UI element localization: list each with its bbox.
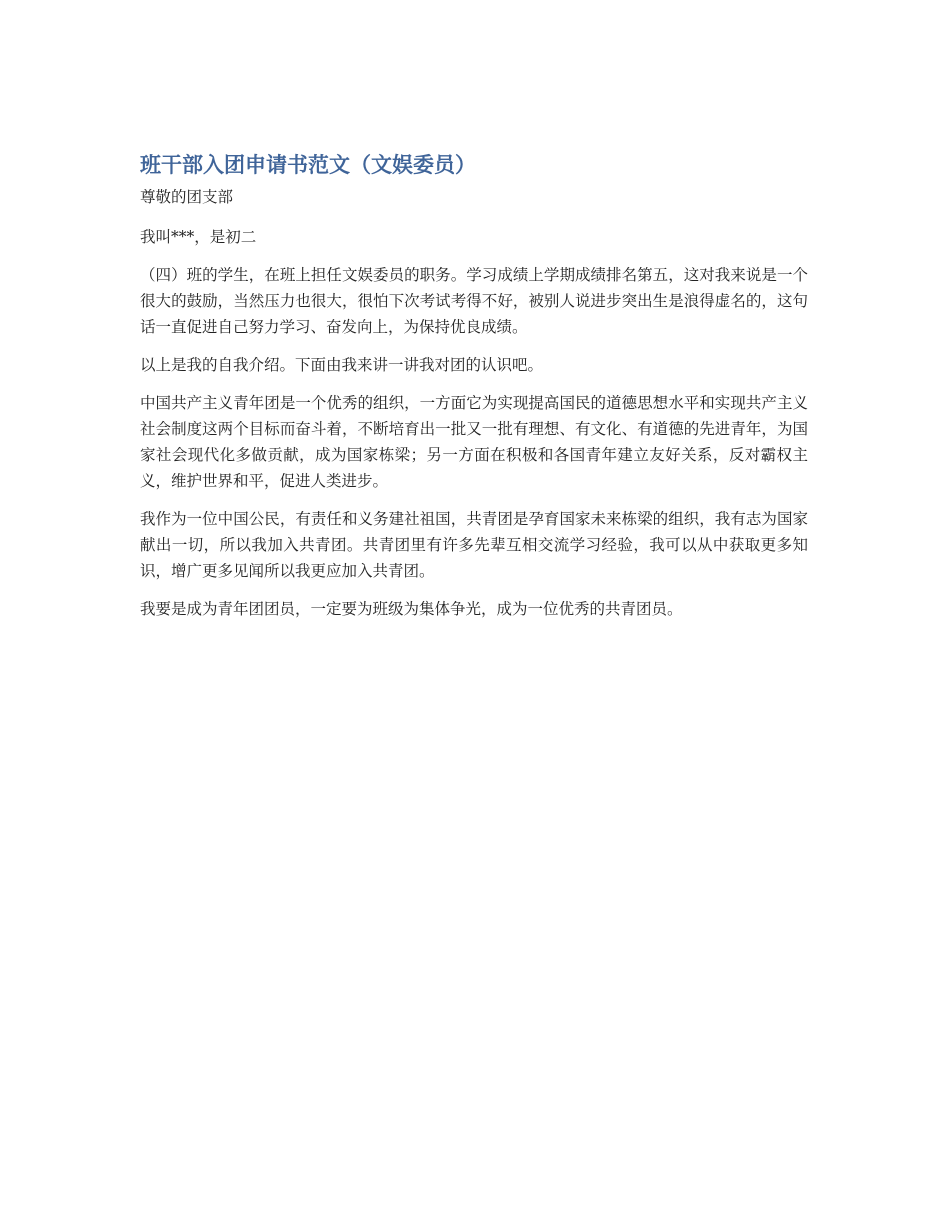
paragraph-intro-name: 我叫***，是初二	[140, 228, 257, 246]
document-title: 班干部入团申请书范文（文娱委员）	[140, 153, 476, 177]
paragraph-motivation: 我作为一位中国公民，有责任和义务建社祖国，共青团是孕育国家未来栋梁的组织，我有志为国家献出一切，所以我加入共青团。共青团里有许多先辈互相交流学习经验，我可以从中获取更多知识，增广更多见闻所以我更应加入共青团。	[140, 510, 808, 580]
paragraph-transition: 以上是我的自我介绍。下面由我来讲一讲我对团的认识吧。	[140, 356, 544, 374]
paragraph-commitment: 我要是成为青年团团员，一定要为班级为集体争光，成为一位优秀的共青团员。	[140, 600, 683, 618]
salutation: 尊敬的团支部	[140, 188, 234, 206]
document-body	[140, 150, 808, 634]
paragraph-class-role: （四）班的学生，在班上担任文娱委员的职务。学习成绩上学期成绩排名第五，这对我来说是一个很大的鼓励，当然压力也很大，很怕下次考试考得不好，被别人说进步突出生是浪得虚名的，这句话一直促进自己努力学习、奋发向上，为保持优良成绩。	[140, 266, 808, 336]
paragraph-league-understanding: 中国共产主义青年团是一个优秀的组织，一方面它为实现提高国民的道德思想水平和实现共产主义社会制度这两个目标而奋斗着，不断培育出一批又一批有理想、有文化、有道德的先进青年，为国家社会现代化多做贡献，成为国家栋梁；另一方面在积极和各国青年建立友好关系，反对霸权主义，维护世界和平，促进人类进步。	[140, 394, 808, 490]
